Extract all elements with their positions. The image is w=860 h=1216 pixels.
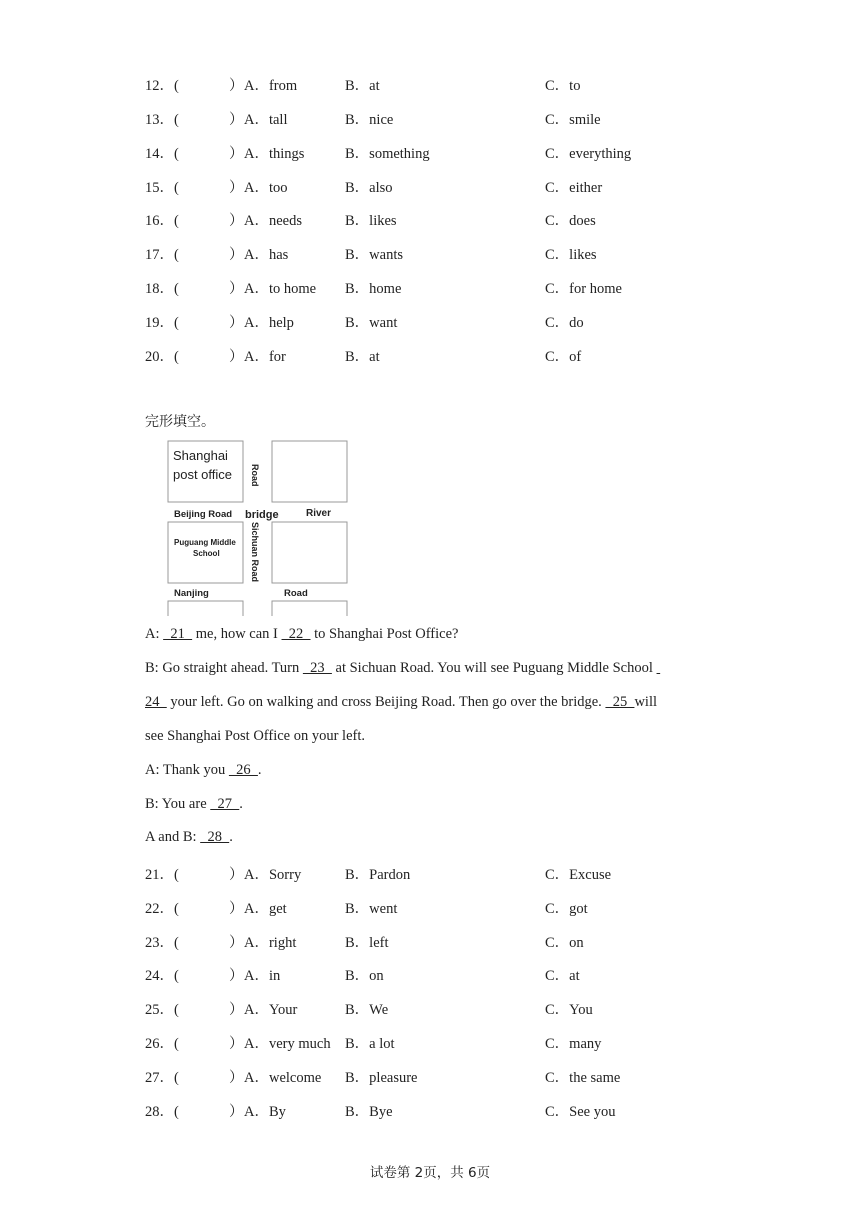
question-number: 20．( [145, 349, 179, 365]
option-b: B．went [345, 901, 398, 917]
question-number: 22．( [145, 901, 179, 917]
option-a: A．Sorry [244, 867, 302, 883]
blank-24: 24 [145, 694, 167, 710]
answer-paren: ） [229, 281, 244, 297]
option-b: B．something [345, 146, 430, 162]
question-number: 21．( [145, 867, 179, 883]
option-a: A．needs [244, 213, 302, 229]
dialogue-text: at Sichuan Road. You will see Puguang Middle School [331, 660, 657, 676]
section-title: 完形填空。 [145, 414, 215, 430]
option-b: B．also [345, 180, 393, 196]
answer-paren: ） [229, 1036, 244, 1052]
answer-paren: ） [229, 112, 244, 128]
dialogue-text: A: Thank you [145, 762, 229, 778]
option-a: A．has [244, 247, 289, 263]
dialogue-line [145, 626, 458, 643]
street-map [165, 438, 355, 618]
block-bottom-left [168, 601, 243, 616]
answer-paren: ） [229, 146, 244, 162]
dialogue-line [145, 728, 365, 745]
question-row [0, 964, 860, 984]
school-label: Puguang Middle [174, 538, 236, 547]
dialogue-line [145, 660, 660, 677]
bridge-label: bridge [245, 509, 279, 521]
option-a: A．By [244, 1104, 286, 1120]
answer-paren: ） [229, 349, 244, 365]
option-c: C．smile [545, 112, 601, 128]
sichuan-road-label: Sichuan Road [250, 522, 260, 583]
option-b: B．want [345, 315, 398, 331]
blank-28: 28 [200, 829, 230, 845]
option-a: A．to home [244, 281, 317, 297]
option-b: B．at [345, 349, 380, 365]
blank-24-start [657, 660, 661, 676]
option-c: C．do [545, 315, 584, 331]
answer-paren: ） [229, 935, 244, 951]
option-c: C．You [545, 1002, 593, 1018]
option-c: C．to [545, 78, 581, 94]
question-number: 13．( [145, 112, 179, 128]
answer-paren: ） [229, 901, 244, 917]
road-label: Road [284, 588, 308, 599]
question-row [0, 1100, 860, 1120]
blank-27: 27 [210, 796, 240, 812]
post-office-label: post office [173, 467, 233, 482]
option-a: A．get [244, 901, 287, 917]
question-number: 26．( [145, 1036, 179, 1052]
option-a: A．welcome [244, 1070, 322, 1086]
option-c: C．the same [545, 1070, 621, 1086]
option-c: C．at [545, 968, 580, 984]
blank-23: 23 [302, 660, 332, 676]
option-c: C．does [545, 213, 596, 229]
option-b: B．nice [345, 112, 394, 128]
page-footer: 试卷第 2页，共 6页 [369, 1165, 491, 1181]
option-a: A．help [244, 315, 294, 331]
blank-25: 25 [605, 694, 635, 710]
option-c: C．got [545, 901, 588, 917]
question-number: 27．( [145, 1070, 179, 1086]
answer-paren: ） [229, 1104, 244, 1120]
option-a: A．right [244, 935, 297, 951]
dialogue-text: will [634, 694, 657, 710]
dialogue-text: B: Go straight ahead. Turn [145, 660, 303, 676]
option-c: C．for home [545, 281, 622, 297]
option-c: C．See you [545, 1104, 616, 1120]
dialogue-text: . [229, 829, 233, 845]
answer-paren: ） [229, 1002, 244, 1018]
option-b: B．pleasure [345, 1070, 418, 1086]
question-number: 24．( [145, 968, 179, 984]
river-label: River [306, 508, 332, 519]
dialogue-text: to Shanghai Post Office? [310, 626, 459, 642]
option-c: C．likes [545, 247, 597, 263]
dialogue-text: see Shanghai Post Office on your left. [145, 728, 366, 744]
block-bottom-right [272, 601, 347, 616]
dialogue-text: . [239, 796, 243, 812]
nanjing-label: Nanjing [174, 588, 209, 599]
question-number: 25．( [145, 1002, 179, 1018]
question-row [0, 142, 860, 162]
option-b: B．wants [345, 247, 403, 263]
question-row [0, 931, 860, 951]
dialogue-text: me, how can I [192, 626, 282, 642]
dialogue-text: A and B: [145, 829, 201, 845]
question-number: 18．( [145, 281, 179, 297]
question-row [0, 277, 860, 297]
question-row [0, 1032, 860, 1052]
question-row [0, 176, 860, 196]
dialogue-line [145, 796, 243, 813]
option-a: A．tall [244, 112, 288, 128]
question-row [0, 243, 860, 263]
dialogue-text: A: [145, 626, 164, 642]
block-mid-right [272, 522, 347, 583]
block-top-right [272, 441, 347, 502]
option-b: B．on [345, 968, 384, 984]
question-row [0, 345, 860, 365]
dialogue-text: B: You are [145, 796, 211, 812]
answer-paren: ） [229, 180, 244, 196]
option-a: A．very much [244, 1036, 331, 1052]
question-row [0, 311, 860, 331]
question-number: 19．( [145, 315, 179, 331]
option-c: C．Excuse [545, 867, 612, 883]
question-number: 16．( [145, 213, 179, 229]
answer-paren: ） [229, 315, 244, 331]
question-number: 15．( [145, 180, 179, 196]
road-label: Road [250, 464, 260, 487]
option-b: B．Bye [345, 1104, 393, 1120]
question-number: 23．( [145, 935, 179, 951]
option-a: A．for [244, 349, 286, 365]
post-office-label: Shanghai [173, 448, 228, 463]
option-b: B．We [345, 1002, 389, 1018]
option-a: A．Your [244, 1002, 298, 1018]
answer-paren: ） [229, 247, 244, 263]
question-row [0, 863, 860, 883]
question-row [0, 1066, 860, 1086]
dialogue-line [145, 829, 233, 846]
option-c: C．of [545, 349, 582, 365]
question-row [0, 998, 860, 1018]
option-b: B．home [345, 281, 402, 297]
question-row [0, 74, 860, 94]
option-b: B．likes [345, 213, 397, 229]
question-number: 17．( [145, 247, 179, 263]
dialogue-line [145, 694, 657, 711]
option-a: A．too [244, 180, 288, 196]
option-b: B．Pardon [345, 867, 411, 883]
option-c: C．on [545, 935, 584, 951]
option-b: B．a lot [345, 1036, 395, 1052]
option-b: B．left [345, 935, 389, 951]
blank-26: 26 [228, 762, 258, 778]
answer-paren: ） [229, 213, 244, 229]
question-row [0, 108, 860, 128]
school-label: School [193, 549, 220, 558]
dialogue-text: your left. Go on walking and cross Beijing Road. Then go over the bridge. [166, 694, 606, 710]
answer-paren: ） [229, 1070, 244, 1086]
answer-paren: ） [229, 78, 244, 94]
answer-paren: ） [229, 867, 244, 883]
option-a: A．from [244, 78, 298, 94]
option-b: B．at [345, 78, 380, 94]
question-row [0, 209, 860, 229]
question-number: 12．( [145, 78, 179, 94]
option-c: C．many [545, 1036, 602, 1052]
blank-22: 22 [281, 626, 311, 642]
question-number: 28．( [145, 1104, 179, 1120]
option-a: A．things [244, 146, 305, 162]
option-a: A．in [244, 968, 281, 984]
question-row [0, 897, 860, 917]
question-number: 14．( [145, 146, 179, 162]
option-c: C．everything [545, 146, 632, 162]
answer-paren: ） [229, 968, 244, 984]
blank-21: 21 [163, 626, 193, 642]
dialogue-line [145, 762, 262, 779]
beijing-road-label: Beijing Road [174, 509, 233, 520]
option-c: C．either [545, 180, 603, 196]
dialogue-text: . [257, 762, 262, 778]
